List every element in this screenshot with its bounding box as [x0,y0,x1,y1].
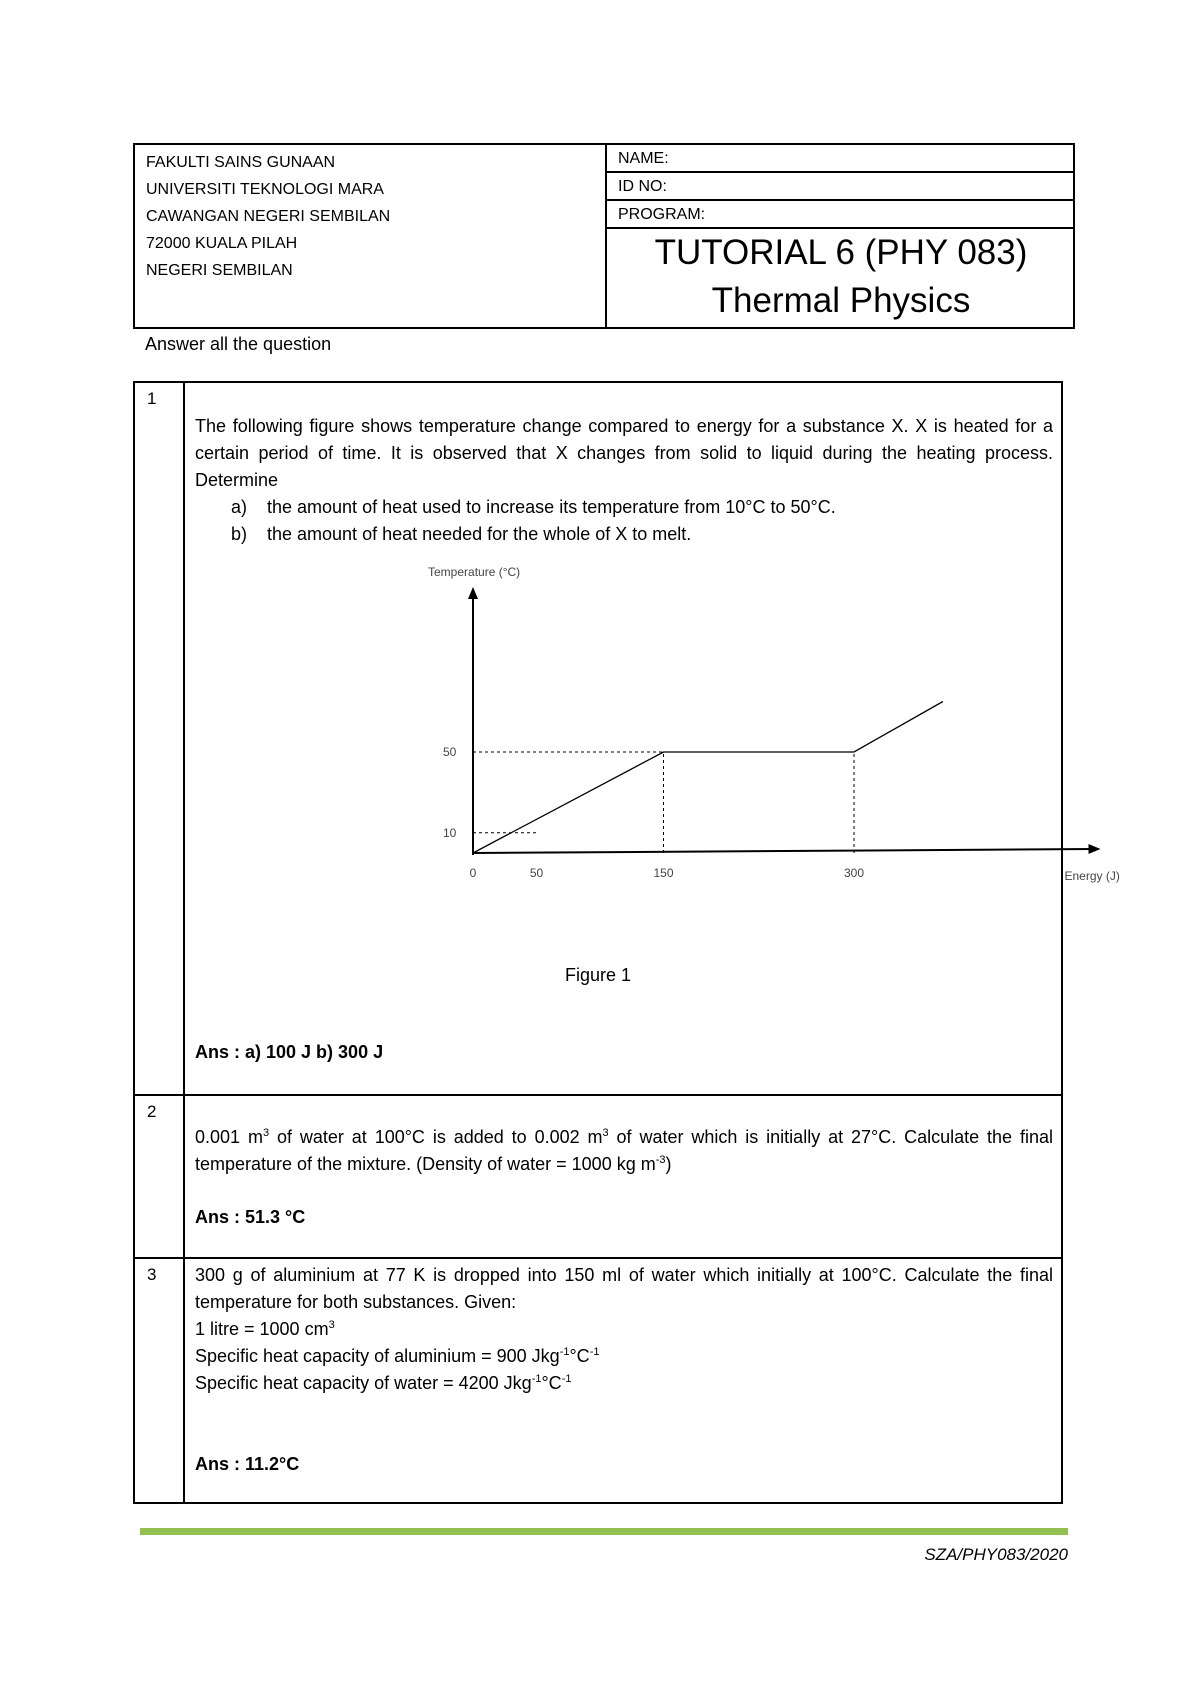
text-segment: Specific heat capacity of water = 4200 Jkg [195,1373,532,1393]
x-tick-label: 0 [469,866,477,880]
question-number: 3 [135,1259,185,1504]
superscript: -1 [561,1373,572,1385]
question-1-answer: Ans : a) 100 J b) 300 J [195,1042,384,1062]
text-segment: of water at 100°C is added to 0.002 m [269,1127,603,1147]
question-1-text: The following figure shows temperature change compared to energy for a substance X. X is heated for a certain period of time. It is observed that X changes from solid to liquid during the heating process. Determine [195,416,1053,490]
text-segment: Specific heat capacity of aluminium = 900 Jkg [195,1346,560,1366]
name-field[interactable]: NAME: [607,145,1075,173]
x-axis [473,849,1095,853]
superscript: -1 [531,1373,542,1385]
given-aluminium-heat-capacity [195,1343,1053,1370]
question-3-answer: Ans : 11.2°C [195,1454,300,1474]
y-axis-arrow [468,587,478,599]
question-3-text: 300 g of aluminium at 77 K is dropped into 150 ml of water which initially at 100°C. Calculate the final temperature for both substances. Given: [195,1265,1053,1312]
tutorial-title-block [607,229,1075,325]
y-axis-label: Temperature (°C) [428,565,521,579]
question-2-answer: Ans : 51.3 °C [195,1207,306,1227]
part-label: b) [231,524,248,544]
id-field[interactable]: ID NO: [607,173,1075,201]
footer-code: SZA/PHY083/2020 [924,1545,1068,1564]
x-axis-arrow [1089,844,1101,854]
question-1-part-a [195,494,1053,521]
question-number: 1 [135,383,185,1094]
given-water-heat-capacity [195,1370,1053,1397]
x-tick-label: 300 [843,866,865,880]
footer-bar [140,1528,1068,1535]
institution-line: UNIVERSITI TEKNOLOGI MARA [146,181,384,198]
y-tick-label: 50 [443,745,457,759]
question-1-row [135,383,1120,1094]
x-tick-label: 50 [529,866,544,880]
institution-block [135,145,607,327]
x-tick-label: 150 [653,866,674,880]
institution-line: CAWANGAN NEGERI SEMBILAN [146,208,391,225]
instruction: Answer all the question [145,334,332,354]
superscript: 3 [602,1127,609,1139]
institution-line: 72000 KUALA PILAH [146,235,298,252]
figure-caption: Figure 1 [564,965,632,985]
institution-line: FAKULTI SAINS GUNAAN [146,154,336,171]
text-segment: 1 litre = 1000 cm [195,1319,329,1339]
question-number: 2 [135,1096,185,1257]
series-line [473,702,943,854]
superscript: 3 [262,1127,270,1139]
institution-line: NEGERI SEMBILAN [146,262,293,279]
text-segment: 0.001 m [195,1127,263,1147]
question-3-row [135,1257,1061,1504]
x-axis-label: Energy (J) [1064,869,1120,883]
part-text: the amount of heat needed for the whole of X to melt. [267,524,692,544]
question-2-text [195,1124,1053,1178]
y-tick-label: 10 [443,825,457,840]
part-label: a) [231,497,248,517]
part-text: the amount of heat used to increase its temperature from 10°C to 50°C. [267,497,836,517]
text-segment: of water which is initially at 27°C. Calculate the final temperature of the mixture. (Density of water = 1000 kg m [195,1127,1053,1174]
tutorial-subtitle: Thermal Physics [711,281,971,320]
question-2-row [135,1094,1061,1257]
given-volume [195,1316,1053,1343]
question-1-part-b [195,521,1053,548]
superscript: -1 [559,1346,570,1358]
superscript: -3 [655,1154,666,1166]
questions-table [133,381,1120,1504]
temperature-energy-chart [295,563,1120,903]
tutorial-title: TUTORIAL 6 (PHY 083) [654,233,1028,272]
superscript: 3 [328,1319,335,1331]
question-3-body [195,1262,1053,1397]
text-segment: °C [569,1346,590,1366]
text-segment: °C [541,1373,562,1393]
superscript: -1 [589,1346,600,1358]
program-field[interactable]: PROGRAM: [607,201,1075,229]
header-box [133,143,1075,329]
question-1-body [195,413,1053,548]
text-segment: ) [665,1154,672,1174]
